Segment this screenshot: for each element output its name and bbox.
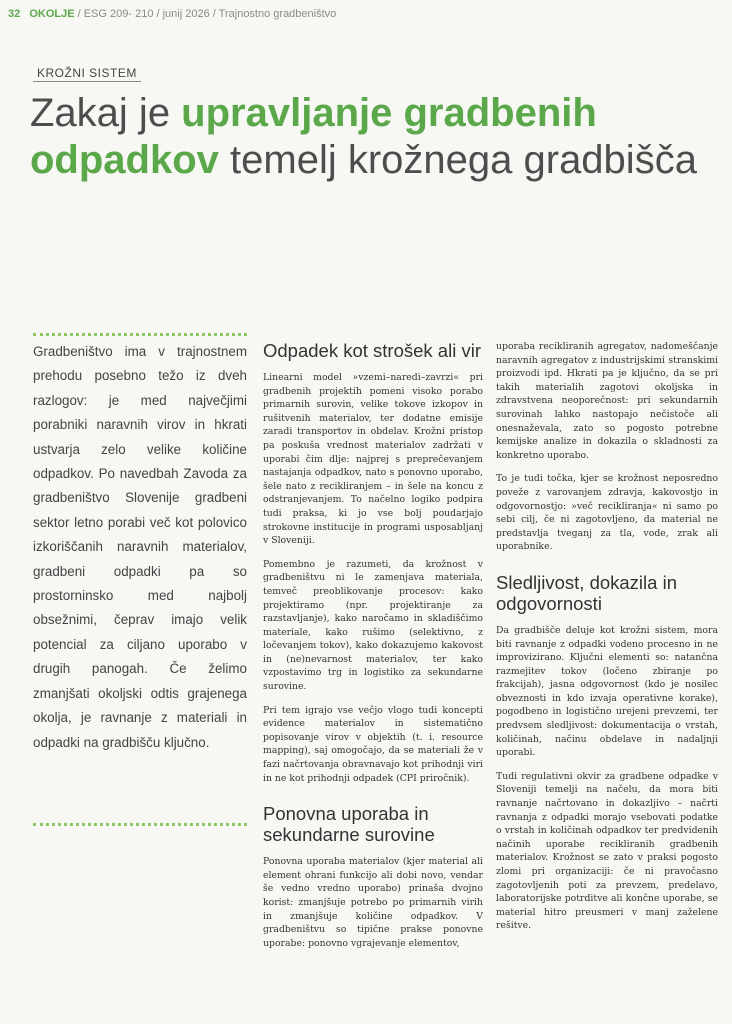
article-column-3 [496, 340, 718, 943]
kicker-label: KROŽNI SISTEM [33, 66, 141, 82]
title-highlight: upravljanje gradbenih odpadkov [30, 91, 597, 182]
lead-divider-bottom [33, 823, 247, 826]
page-number: 32 [8, 8, 21, 20]
body-paragraph: Da gradbišče deluje kot krožni sistem, mora biti ravnanje z odpadki vodeno procesno in ne improvizirano. Ključni elementi so: natančna razmejitev tokov (ločeno zbiranje po frakcijah), jasna odgovornost (kdo je nosilec obveznosti in kdo izvaja operativne korake), pogodbeno in logistično urejeni prevzemi, ter predvsem sledljivost: dokumentacija o vrstah, količinah, načinu obdelave in nadaljnji uporabi. [496, 624, 718, 759]
body-paragraph: To je tudi točka, kjer se krožnost neposredno poveže z varovanjem zdravja, kakovostjo in odgovornostjo: »več recikliranja« ni samo po sebi cilj, če ni zagotovljeno, da material ne predstavlja tveganj za tla, vode, zrak ali uporabnike. [496, 473, 718, 553]
running-header [8, 8, 336, 20]
lead-divider-top [33, 333, 247, 336]
section-heading: Ponovna uporaba in sekundarne surovine [263, 803, 435, 846]
section-heading: Sledljivost, dokazila in odgovornosti [496, 571, 677, 614]
body-paragraph: Pri tem igrajo vse večjo vlogo tudi koncepti evidence materialov in sistematično popisovanje virov v objektih (t. i. resource mapping), saj omogočajo, da se materiali že v fazi načrtovanja obravnavajo kot prihodnji viri in ne kot prihodnji odpadek (CPI priročnik). [263, 704, 483, 784]
body-paragraph: Linearni model »vzemi–naredi–zavrzi« pri gradbenih projektih pomeni visoko porabo primarnih surovin, velike tokove izkopov in rušitvenih materialov, ter dodatne emisije zaradi transportov in obdelav. Krožni pristop pa poskuša vrednost materialov zadržati v uporabi čim dlje: najprej s preprečevanjem nastajanja odpadkov, nato s ponovno uporabo, šele nato z recikliranjem – in šele na koncu z odstranjevanjem. To načelno logiko podpira tudi praksa, ki jo vse bolj poudarjajo strokovne institucije in programi usposabljanj v Sloveniji. [263, 372, 483, 547]
article-column-2 [263, 340, 483, 960]
section-label: OKOLJE [29, 8, 75, 20]
body-paragraph: Ponovna uporaba materialov (kjer material ali element ohrani funkcijo ali dobi novo, vendar še vedno vredno uporabo) prinaša dvojno korist: zmanjšuje potrebo po primarnih virih in zmanjšuje količine odpadkov. V gradbeništvu so tipične prakse ponovne uporabe: ponovno vgrajevanje elementov, [263, 856, 483, 949]
issue-info: / ESG 209- 210 / junij 2026 / Trajnostno gradbeništvo [77, 8, 337, 20]
section-heading: Odpadek kot strošek ali vir [263, 340, 481, 361]
article-title [30, 90, 710, 184]
lead-paragraph: Gradbeništvo ima v trajnostnem prehodu posebno težo iz dveh razlogov: je med največjimi porabniki naravnih virov in hkrati ustvarja zelo velike količine odpadkov. Po navedbah Zavoda za gradbeništvo Slovenije gradbeni sektor letno porabi več kot polovico izkoriščanih naravnih materialov, gradbeni odpadki pa so prostorninsko med najbolj obsežnimi, čeprav imajo velik potencial za ciljano uporabo v drugih panogah. Če želimo zmanjšati okoljski odtis grajenega okolja, je ravnanje z materiali in odpadki na gradbišču ključno. [33, 344, 247, 750]
body-paragraph: uporaba recikliranih agregatov, nadomeščanje naravnih agregatov z industrijskimi stranskimi proizvodi ipd. Hkrati pa je ključno, da se pri takih materialih zagotovi okoljska in zdravstvena neoporečnost: pri sekundarnih surovinah lahko nastopajo nečistoče ali onesnaževala, zato so pogosto potrebne kemijske analize in dokazila o skladnosti za konkretno uporabo. [496, 341, 718, 461]
body-paragraph: Tudi regulativni okvir za gradbene odpadke v Sloveniji temelji na načelu, da mora biti ravnanje načrtovano in dokazljivo – načrti ravnanja z odpadki morajo vsebovati podatke o vrstah in količinah odpadkov ter predvidenih načinih uporabe recikliranih gradbenih materialov. Krožnost se zato v praksi pogosto zlomi pri organizaciji: če ni pravočasno zagotovljenih poti za prevzem, predelavo, laboratorijske potrditve ali končne uporabe, se material hitro preusmeri v manj zaželene rešitve. [496, 770, 718, 932]
title-part1: Zakaj je [30, 91, 182, 135]
title-part2: temelj krožnega gradbišča [218, 138, 697, 182]
body-paragraph: Pomembno je razumeti, da krožnost v gradbeništvu ni le zamenjava materiala, temveč preoblikovanje procesov: kako projektiramo (npr. projektiranje za razstavljanje), kako naročamo in skladiščimo materiale, kako rušimo (selektivno, z ločevanjem tokov), kako dokazujemo kakovost in (ne)nevarnost materialov, ter kako vzpostavimo trg in logistiko za sekundarne surovine. [263, 558, 483, 693]
